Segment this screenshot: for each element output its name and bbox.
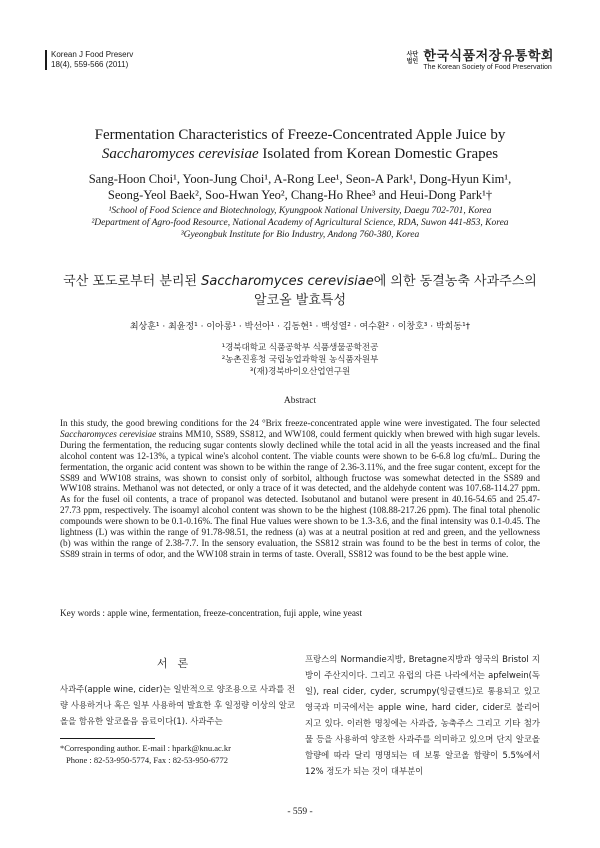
footnote-divider <box>60 738 155 739</box>
title-species: Saccharomyces cerevisiae <box>101 146 259 162</box>
korean-title-species: Saccharomyces cerevisiae <box>201 274 374 289</box>
footnote-phone: Phone : 82-53-950-5774, Fax : 82-53-950-6772 <box>66 755 228 765</box>
korean-title-line2: 알코올 발효특성 <box>253 293 347 308</box>
body-right-column: 프랑스의 Normandie지방, Bretagne지방과 영국의 Bristol 지방이 주산지이다. 그리고 유럽의 다른 나라에서는 apfelwein(독일), real cider, cyder, scrumpy(잉글랜드)로 통용되고 있고 영국과 미국에서는 apple wine, hard cider, cider로 불리어 지고 있다. 이러한 명칭에는 사과즙, 농축주스 그리고 기타 첨가물 등을 사용하여 양조한 사과주를 의미하고 있으며 단지 알코올 함량에 따라 달리 명명되는 데 보통 알코올 함량이 5.5%에서 12% 정도가 되는 것이 대부분이 <box>305 654 540 776</box>
korean-title <box>60 272 540 310</box>
affiliation-1: ¹School of Food Science and Biotechnology, Kyungpook National University, Daegu 702-701, Korea <box>108 206 492 216</box>
abstract-heading: Abstract <box>283 396 317 406</box>
paper-title <box>60 126 540 164</box>
section-heading-introduction: 서론 <box>156 657 199 670</box>
title-line1: Fermentation Characteristics of Freeze-Concentrated Apple Juice by <box>94 127 506 143</box>
journal-name: Korean J Food Preserv <box>51 50 134 59</box>
footnote-email: *Corresponding author. E-mail : hpark@knu.ac.kr <box>60 743 231 753</box>
korean-authors: 최상훈¹ · 최윤정¹ · 이아롱¹ · 박선아¹ · 김동현¹ · 백성열² · 여수환² · 이창호³ · 박희동¹† <box>129 322 471 332</box>
footnote <box>60 742 295 766</box>
page-number: - 559 - <box>287 807 313 817</box>
body-left-column: 사과주(apple wine, cider)는 일반적으로 양조용으로 사과를 전량 사용하거나 혹은 일부 사용하여 발효한 후 일정량 이상의 알코올을 함유한 알코올음 음료이다(1). 사과주는 <box>60 684 295 726</box>
title-line2: Isolated from Korean Domestic Grapes <box>258 146 499 162</box>
journal-volume: 18(4), 559-566 (2011) <box>51 60 129 69</box>
abstract-species: Saccharomyces cerevisiae <box>60 428 157 439</box>
korean-title-post: 에 의한 동결농축 사과주스의 <box>373 274 537 289</box>
keywords: Key words : apple wine, fermentation, freeze-concentration, fuji apple, wine yeast <box>60 608 363 618</box>
authors-line1: Sang-Hoon Choi¹, Yoon-Jung Choi¹, A-Rong Lee¹, Seon-A Park¹, Dong-Hyun Kim¹, <box>88 172 512 186</box>
affiliations <box>60 205 540 241</box>
abstract-part2: strains MM10, SS89, SS812, and WW108, could ferment quickly when brewed with high sugar levels. During the fermentation, the reducing sugar contents slowly declined while the total acid in all the yeasts increased and the final alcohol content was 12-13%, a typical wine's alcohol content. The viable counts were shown to be 6-6.8 log cfu/mL. During the fermentation, the organic acid content was shown to be within the range of 2.36-3.11%, and the free sugar content, except for the SS89 and WW108 strains, was shown to consist only of sorbitol, although fructose was somewhat detected in the SS89 and WW108 strains. Methanol was not detected, or only a trace of it was detected, and the aldehyde content was 107.68-114.27 ppm. As for the fusel oil contents, a trace of propanol was detected. Isobutanol and butanol were present in 40.16-54.65 and 25.47-27.73 ppm, respectively. The isoamyl alcohol content was shown to be the highest (108.88-217.26 ppm). The final total phenolic compounds were shown to be 0.1-0.16%. The final Hue values were shown to be 1.3-3.6, and the final intensity was 0.1-0.45. The lightness (L) was within the range of 91.78-98.51, the redness (a) was at a neutral position at red and green, and the yellowness (b) was within the range of 2.38-7.7. In the sensory evaluation, the SS812 strain was found to be the best in terms of color, the SS89 strain in terms of odor, and the WW108 strain in terms of taste. Overall, SS812 was found to be the best apple wine. <box>60 428 540 559</box>
korean-affiliation-1: ¹경북대학교 식품공학부 식품생물공학전공 <box>221 343 379 353</box>
affiliation-3: ³Gyeongbuk Institute for Bio Industry, Andong 760-380, Korea <box>180 230 420 240</box>
abstract-part1: In this study, the good brewing conditions for the 24 °Brix freeze-concentrated apple wine were investigated. The four selected <box>60 418 540 428</box>
korean-affiliations <box>60 342 540 378</box>
authors <box>40 171 560 203</box>
korean-affiliation-3: ³(재)경북바이오산업연구원 <box>249 367 351 377</box>
affiliation-2: ²Department of Agro-food Resource, National Academy of Agricultural Science, RDA, Suwon 441-853, Korea <box>91 218 509 228</box>
society-header <box>405 50 554 72</box>
korean-affiliation-2: ²농촌진흥청 국립농업과학원 농식품자원부 <box>221 355 379 365</box>
journal-citation <box>45 50 133 70</box>
society-english-name: The Korean Society of Food Preservation <box>423 64 552 71</box>
authors-line2: Seong-Yeol Baek², Soo-Hwan Yeo², Chang-Ho Rhee³ and Heui-Dong Park¹† <box>107 188 493 202</box>
korean-title-pre: 국산 포도로부터 분리된 <box>63 274 202 289</box>
abstract-text <box>60 418 540 560</box>
society-korean-name: 한국식품저장유통학회 <box>423 49 554 64</box>
society-logo-icon: 사단 법인 <box>406 52 419 65</box>
